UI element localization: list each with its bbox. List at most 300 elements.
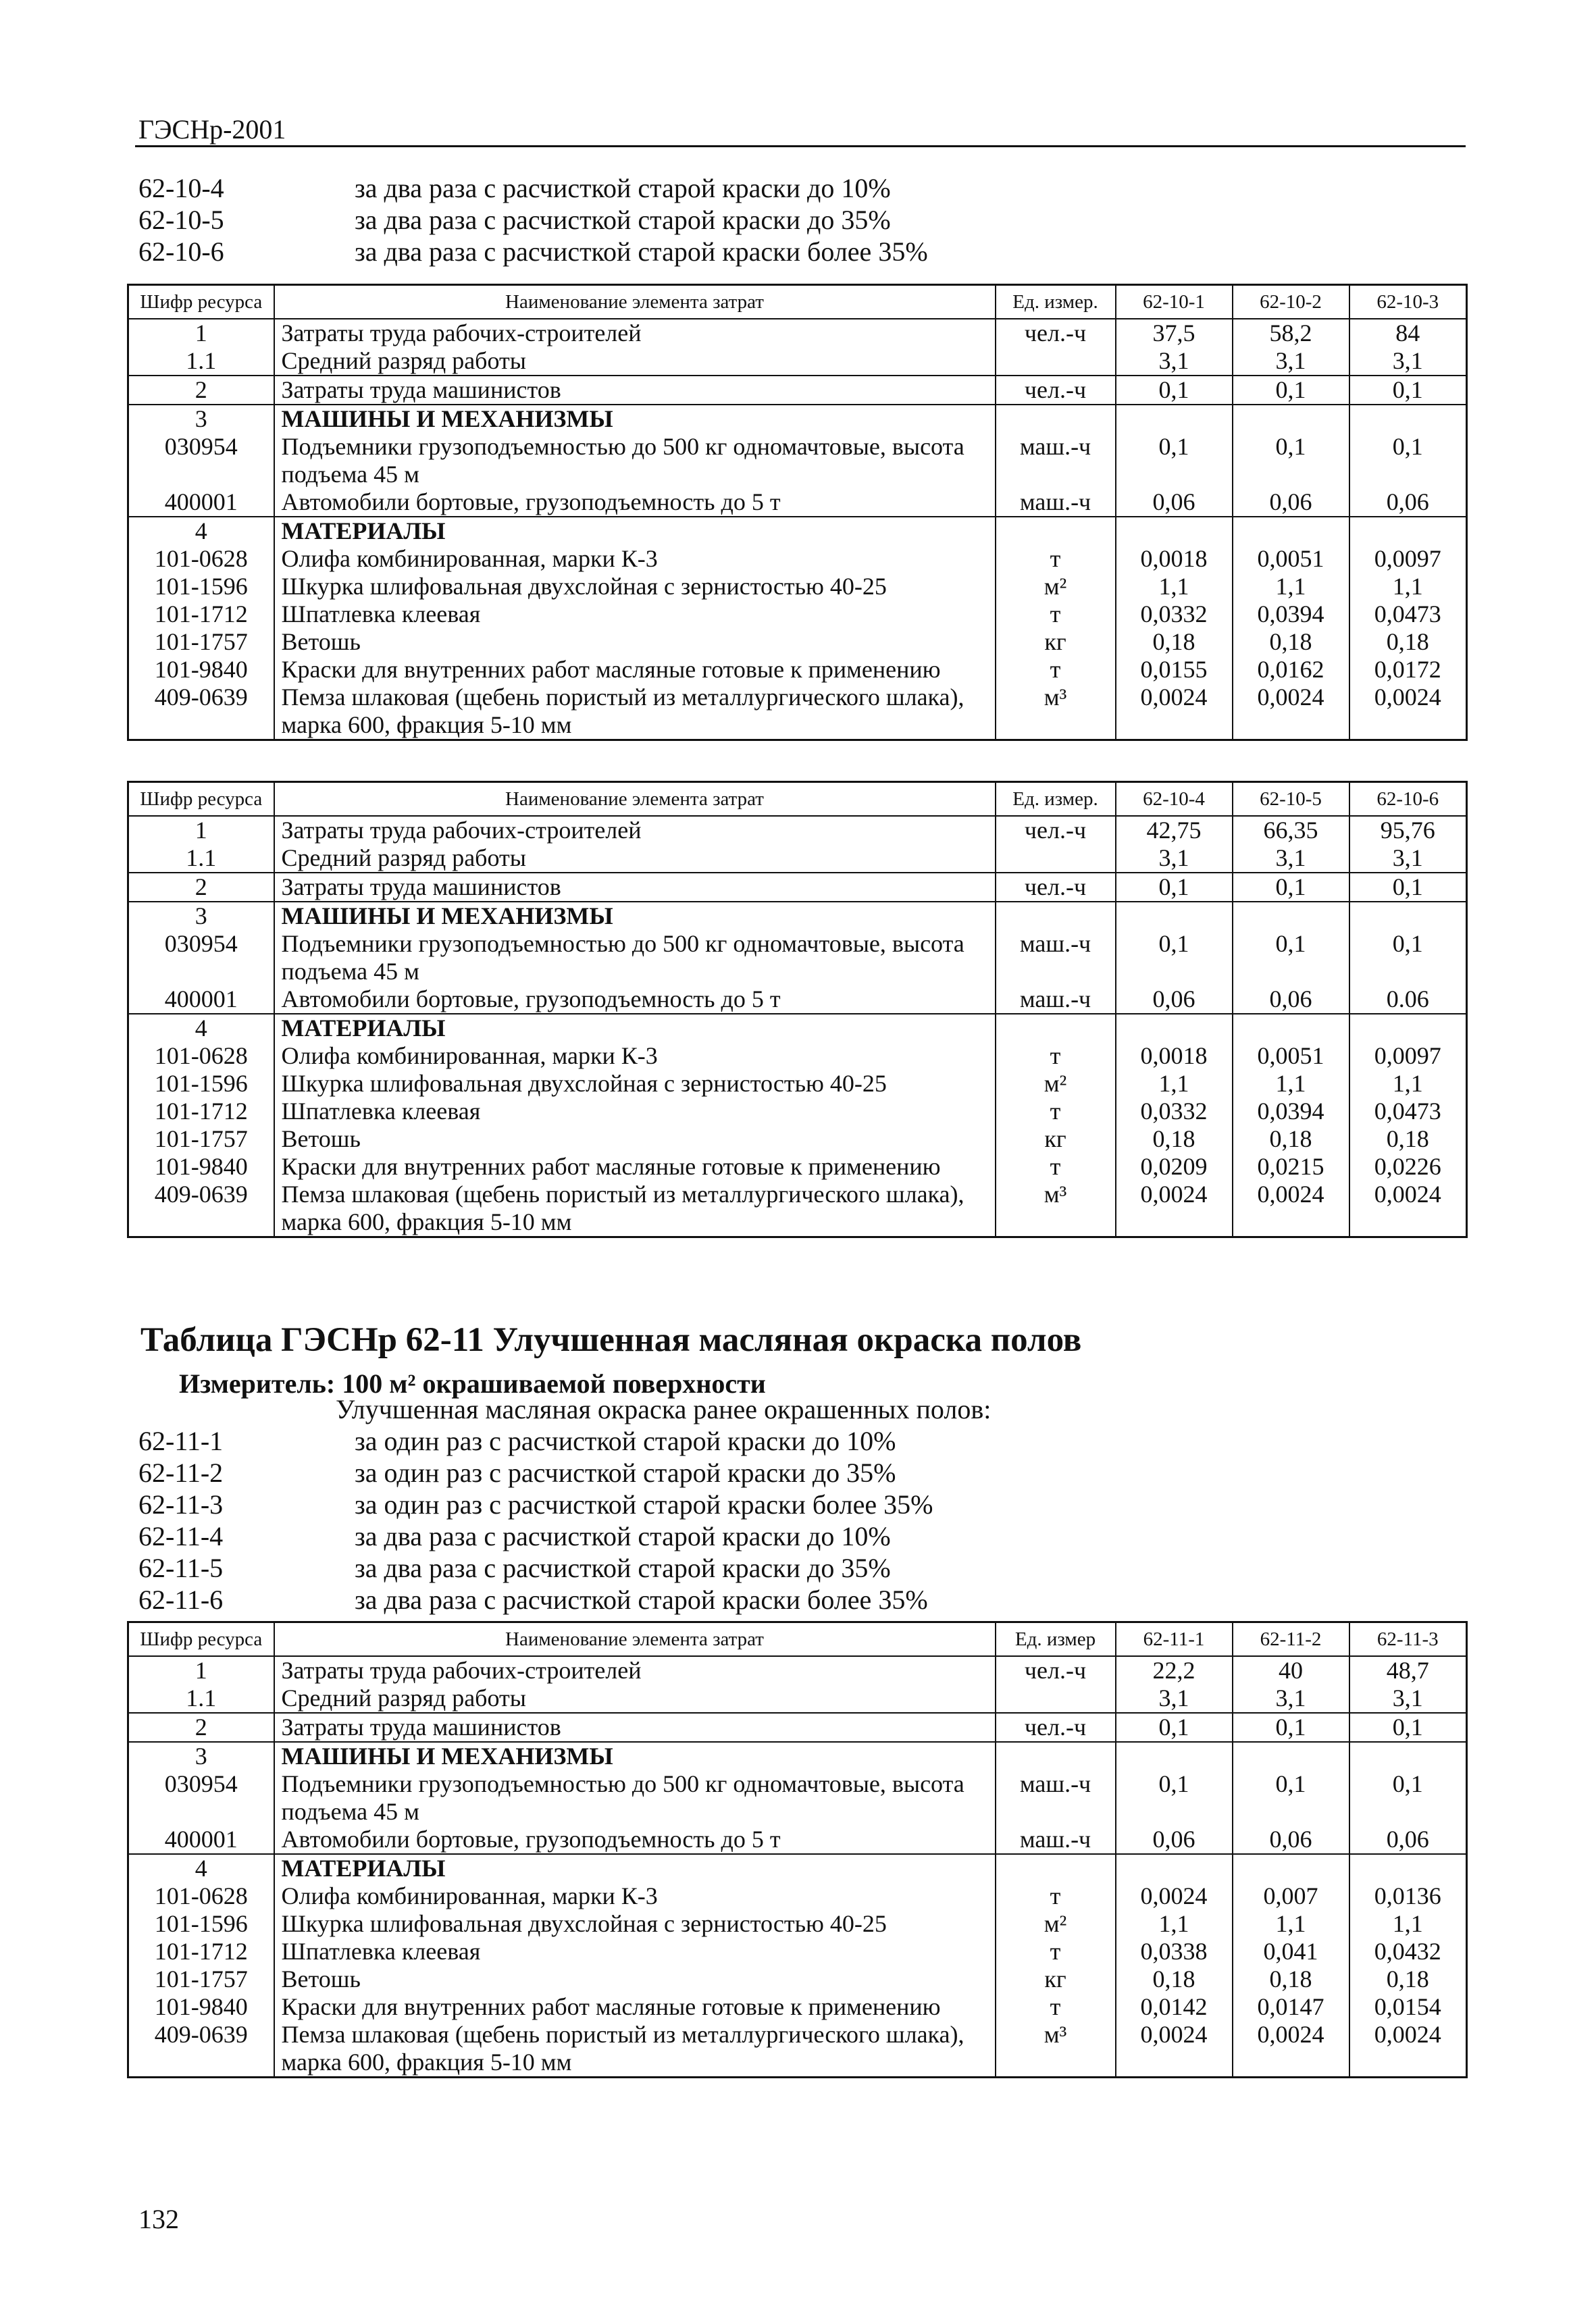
value-cell: 1,1 bbox=[1116, 1070, 1233, 1098]
resource-code: 030954 bbox=[128, 433, 274, 488]
value-cell: 0,0473 bbox=[1349, 1098, 1467, 1125]
resource-unit: м³ bbox=[996, 684, 1116, 740]
value-cell: 0,18 bbox=[1349, 628, 1467, 656]
variant-list bbox=[138, 172, 928, 267]
value-cell: 0,007 bbox=[1233, 1882, 1349, 1910]
resource-unit: т bbox=[996, 1153, 1116, 1181]
table-row bbox=[128, 816, 1467, 844]
row-group bbox=[128, 1656, 1467, 1713]
variant-code: 62-11-5 bbox=[138, 1553, 224, 1583]
resource-code: 2 bbox=[128, 873, 274, 902]
value-cell bbox=[1233, 1014, 1349, 1042]
resource-unit: т bbox=[996, 600, 1116, 628]
value-cell: 1,1 bbox=[1349, 1070, 1467, 1098]
value-cell: 58,2 bbox=[1233, 319, 1349, 347]
value-cell: 0,0338 bbox=[1116, 1938, 1233, 1965]
table-row bbox=[128, 1854, 1467, 1882]
table-row bbox=[128, 1042, 1467, 1070]
resource-name: Шпатлевка клеевая bbox=[274, 1098, 996, 1125]
header-variant-col: 62-10-3 bbox=[1349, 285, 1467, 319]
value-cell: 0,06 bbox=[1116, 488, 1233, 517]
section-title: Таблица ГЭСНр 62-11 Улучшенная масляная окраска полов bbox=[140, 1321, 1082, 1359]
variant-code: 62-10-6 bbox=[138, 236, 224, 267]
header-variant-col: 62-10-1 bbox=[1116, 285, 1233, 319]
running-head: ГЭСНр-2001 bbox=[138, 114, 286, 145]
resource-name: Подъемники грузоподъемностью до 500 кг одномачтовые, высота подъема 45 м bbox=[274, 930, 996, 985]
value-cell: 0,0394 bbox=[1233, 1098, 1349, 1125]
value-cell: 0.06 bbox=[1349, 985, 1467, 1014]
resource-code: 3 bbox=[128, 405, 274, 433]
resource-unit: т bbox=[996, 1993, 1116, 2021]
value-cell bbox=[1349, 1742, 1467, 1770]
value-cell: 0,1 bbox=[1349, 1770, 1467, 1826]
variant-row bbox=[138, 1425, 991, 1457]
resource-table-62-11 bbox=[127, 1621, 1468, 2078]
variant-text: за один раз с расчисткой старой краски до 10% bbox=[355, 1426, 896, 1456]
value-cell: 0,0097 bbox=[1349, 1042, 1467, 1070]
value-cell: 3,1 bbox=[1116, 1685, 1233, 1713]
value-cell: 0,1 bbox=[1233, 1770, 1349, 1826]
resource-unit bbox=[996, 347, 1116, 376]
value-cell: 0,1 bbox=[1116, 433, 1233, 488]
value-cell bbox=[1116, 1014, 1233, 1042]
value-cell bbox=[1116, 902, 1233, 930]
table-row bbox=[128, 1770, 1467, 1826]
header-unit: Ед. измер. bbox=[996, 782, 1116, 817]
header-rule bbox=[135, 145, 1466, 147]
header-name: Наименование элемента затрат bbox=[274, 285, 996, 319]
header-row bbox=[128, 285, 1467, 319]
variant-code: 62-10-4 bbox=[138, 173, 224, 203]
table-row bbox=[128, 376, 1467, 405]
value-cell: 0,0024 bbox=[1349, 2021, 1467, 2078]
resource-code: 101-1596 bbox=[128, 1070, 274, 1098]
value-cell: 84 bbox=[1349, 319, 1467, 347]
resource-name: Затраты труда машинистов bbox=[274, 873, 996, 902]
header-unit: Ед. измер bbox=[996, 1622, 1116, 1657]
row-group bbox=[128, 902, 1467, 1014]
resource-unit: чел.-ч bbox=[996, 1656, 1116, 1685]
value-cell: 0,1 bbox=[1233, 1713, 1349, 1742]
resource-unit: м³ bbox=[996, 1181, 1116, 1237]
table-row bbox=[128, 1014, 1467, 1042]
resource-name: Олифа комбинированная, марки К-3 bbox=[274, 1882, 996, 1910]
resource-table-62-10-b bbox=[127, 781, 1468, 1238]
value-cell: 95,76 bbox=[1349, 816, 1467, 844]
resource-unit bbox=[996, 1742, 1116, 1770]
value-cell: 0,06 bbox=[1233, 488, 1349, 517]
resource-code: 101-1712 bbox=[128, 1938, 274, 1965]
resource-name: Затраты труда рабочих-строителей bbox=[274, 1656, 996, 1685]
resource-name: Ветошь bbox=[274, 1125, 996, 1153]
resource-code: 3 bbox=[128, 1742, 274, 1770]
variant-row bbox=[138, 1457, 991, 1489]
value-cell: 0,1 bbox=[1233, 930, 1349, 985]
value-cell: 3,1 bbox=[1116, 844, 1233, 873]
resource-unit: м³ bbox=[996, 2021, 1116, 2078]
value-cell bbox=[1233, 902, 1349, 930]
value-cell: 42,75 bbox=[1116, 816, 1233, 844]
resource-unit: т bbox=[996, 1938, 1116, 1965]
resource-unit: чел.-ч bbox=[996, 319, 1116, 347]
variant-row bbox=[138, 1520, 991, 1552]
value-cell: 0,1 bbox=[1116, 1713, 1233, 1742]
value-cell bbox=[1116, 1742, 1233, 1770]
value-cell: 0,18 bbox=[1116, 1965, 1233, 1993]
resource-name: Олифа комбинированная, марки К-3 bbox=[274, 1042, 996, 1070]
resource-name: Затраты труда машинистов bbox=[274, 376, 996, 405]
variant-text: за один раз с расчисткой старой краски до 35% bbox=[355, 1458, 896, 1488]
value-cell: 1,1 bbox=[1116, 1910, 1233, 1938]
resource-name: Пемза шлаковая (щебень пористый из металлургического шлака), марка 600, фракция 5-10 мм bbox=[274, 1181, 996, 1237]
resource-unit: маш.-ч bbox=[996, 433, 1116, 488]
table-row bbox=[128, 628, 1467, 656]
header-variant-col: 62-10-6 bbox=[1349, 782, 1467, 817]
section-meter: Измеритель: 100 м² окрашиваемой поверхности bbox=[179, 1368, 766, 1399]
value-cell: 0,0024 bbox=[1116, 1882, 1233, 1910]
table-row bbox=[128, 1181, 1467, 1237]
value-cell: 0,0332 bbox=[1116, 1098, 1233, 1125]
value-cell: 0,1 bbox=[1349, 873, 1467, 902]
resource-unit: чел.-ч bbox=[996, 873, 1116, 902]
resource-code: 1.1 bbox=[128, 347, 274, 376]
header-variant-col: 62-11-1 bbox=[1116, 1622, 1233, 1657]
resource-unit bbox=[996, 902, 1116, 930]
resource-name: Шкурка шлифовальная двухслойная с зернистостью 40-25 bbox=[274, 1910, 996, 1938]
value-cell: 0,0024 bbox=[1233, 684, 1349, 740]
table-row bbox=[128, 1125, 1467, 1153]
value-cell: 0,0209 bbox=[1116, 1153, 1233, 1181]
resource-name: Пемза шлаковая (щебень пористый из металлургического шлака), марка 600, фракция 5-10 мм bbox=[274, 2021, 996, 2078]
variant-text: за два раза с расчисткой старой краски до 10% bbox=[355, 173, 891, 203]
resource-code: 400001 bbox=[128, 488, 274, 517]
value-cell bbox=[1116, 517, 1233, 545]
resource-code: 1 bbox=[128, 816, 274, 844]
value-cell bbox=[1349, 1014, 1467, 1042]
resource-name: Олифа комбинированная, марки К-3 bbox=[274, 545, 996, 573]
resource-name: МАТЕРИАЛЫ bbox=[274, 1854, 996, 1882]
table-row bbox=[128, 985, 1467, 1014]
value-cell: 0,06 bbox=[1116, 1826, 1233, 1854]
table-row bbox=[128, 902, 1467, 930]
row-group bbox=[128, 1742, 1467, 1854]
table-row bbox=[128, 1938, 1467, 1965]
resource-code: 030954 bbox=[128, 930, 274, 985]
resource-code: 1 bbox=[128, 1656, 274, 1685]
value-cell: 0,0155 bbox=[1116, 656, 1233, 684]
value-cell: 0,0473 bbox=[1349, 600, 1467, 628]
resource-code: 409-0639 bbox=[128, 2021, 274, 2078]
value-cell: 0,18 bbox=[1349, 1125, 1467, 1153]
value-cell bbox=[1349, 1854, 1467, 1882]
resource-unit: м² bbox=[996, 1910, 1116, 1938]
variant-text: за два раза с расчисткой старой краски до 35% bbox=[355, 205, 891, 235]
value-cell: 0,1 bbox=[1349, 1713, 1467, 1742]
page-number: 132 bbox=[138, 2204, 179, 2234]
resource-unit: т bbox=[996, 1882, 1116, 1910]
resource-name: МАТЕРИАЛЫ bbox=[274, 517, 996, 545]
value-cell: 3,1 bbox=[1116, 347, 1233, 376]
variant-code: 62-11-6 bbox=[138, 1585, 224, 1615]
header-code: Шифр ресурса bbox=[128, 782, 274, 817]
value-cell: 1,1 bbox=[1233, 573, 1349, 600]
resource-name: МАШИНЫ И МЕХАНИЗМЫ bbox=[274, 902, 996, 930]
resource-name: МАТЕРИАЛЫ bbox=[274, 1014, 996, 1042]
resource-code: 101-1596 bbox=[128, 573, 274, 600]
resource-code: 4 bbox=[128, 1854, 274, 1882]
table-row bbox=[128, 1070, 1467, 1098]
value-cell: 0,0018 bbox=[1116, 545, 1233, 573]
variant-code: 62-11-1 bbox=[138, 1426, 224, 1456]
value-cell: 0,18 bbox=[1233, 628, 1349, 656]
resource-name: Затраты труда рабочих-строителей bbox=[274, 319, 996, 347]
value-cell: 0,0136 bbox=[1349, 1882, 1467, 1910]
value-cell: 0,0147 bbox=[1233, 1993, 1349, 2021]
variant-row bbox=[138, 172, 928, 204]
value-cell: 0,0162 bbox=[1233, 656, 1349, 684]
table-row bbox=[128, 684, 1467, 740]
resource-name: Средний разряд работы bbox=[274, 1685, 996, 1713]
row-group bbox=[128, 816, 1467, 873]
value-cell: 0,0432 bbox=[1349, 1938, 1467, 1965]
header-variant-col: 62-10-4 bbox=[1116, 782, 1233, 817]
resource-code: 400001 bbox=[128, 985, 274, 1014]
resource-name: МАШИНЫ И МЕХАНИЗМЫ bbox=[274, 1742, 996, 1770]
value-cell: 0,18 bbox=[1116, 1125, 1233, 1153]
value-cell: 0,1 bbox=[1349, 930, 1467, 985]
value-cell bbox=[1233, 405, 1349, 433]
value-cell: 0,0024 bbox=[1349, 1181, 1467, 1237]
row-group bbox=[128, 1713, 1467, 1742]
value-cell: 0,1 bbox=[1116, 930, 1233, 985]
value-cell: 1,1 bbox=[1349, 1910, 1467, 1938]
resource-name: Затраты труда рабочих-строителей bbox=[274, 816, 996, 844]
variant-code: 62-11-3 bbox=[138, 1489, 224, 1520]
resource-code: 101-1757 bbox=[128, 1965, 274, 1993]
value-cell: 0,18 bbox=[1233, 1965, 1349, 1993]
table-row bbox=[128, 873, 1467, 902]
resource-unit: т bbox=[996, 545, 1116, 573]
resource-name: Краски для внутренних работ масляные готовые к применению bbox=[274, 656, 996, 684]
row-group bbox=[128, 517, 1467, 740]
value-cell: 0,0051 bbox=[1233, 1042, 1349, 1070]
header-code: Шифр ресурса bbox=[128, 285, 274, 319]
value-cell: 0,06 bbox=[1233, 985, 1349, 1014]
resource-code: 101-0628 bbox=[128, 1042, 274, 1070]
table-row bbox=[128, 600, 1467, 628]
value-cell: 0,1 bbox=[1349, 376, 1467, 405]
value-cell: 0,1 bbox=[1116, 1770, 1233, 1826]
value-cell: 0,18 bbox=[1233, 1125, 1349, 1153]
resource-unit bbox=[996, 1854, 1116, 1882]
table-row bbox=[128, 1685, 1467, 1713]
value-cell: 0,06 bbox=[1116, 985, 1233, 1014]
resource-code: 409-0639 bbox=[128, 1181, 274, 1237]
variant-text: за два раза с расчисткой старой краски до 10% bbox=[355, 1521, 891, 1551]
header-variant-col: 62-10-5 bbox=[1233, 782, 1349, 817]
resource-name: Ветошь bbox=[274, 1965, 996, 1993]
resource-code: 101-0628 bbox=[128, 1882, 274, 1910]
table-row bbox=[128, 1656, 1467, 1685]
resource-unit bbox=[996, 1685, 1116, 1713]
value-cell: 48,7 bbox=[1349, 1656, 1467, 1685]
resource-unit: маш.-ч bbox=[996, 1826, 1116, 1854]
variant-code: 62-11-2 bbox=[138, 1458, 224, 1488]
resource-code: 101-1757 bbox=[128, 628, 274, 656]
variant-text: за два раза с расчисткой старой краски до 35% bbox=[355, 1553, 891, 1583]
table-row bbox=[128, 656, 1467, 684]
table-row bbox=[128, 545, 1467, 573]
value-cell: 0,0226 bbox=[1349, 1153, 1467, 1181]
resource-unit: чел.-ч bbox=[996, 1713, 1116, 1742]
value-cell: 0,0154 bbox=[1349, 1993, 1467, 2021]
resource-unit: кг bbox=[996, 1125, 1116, 1153]
header-name: Наименование элемента затрат bbox=[274, 1622, 996, 1657]
resource-unit: маш.-ч bbox=[996, 930, 1116, 985]
value-cell: 37,5 bbox=[1116, 319, 1233, 347]
resource-table-62-10-a bbox=[127, 284, 1468, 741]
value-cell: 0,1 bbox=[1116, 376, 1233, 405]
table-row bbox=[128, 1153, 1467, 1181]
value-cell: 0,0024 bbox=[1116, 1181, 1233, 1237]
table-row bbox=[128, 433, 1467, 488]
resource-unit: маш.-ч bbox=[996, 985, 1116, 1014]
resource-code: 101-1712 bbox=[128, 1098, 274, 1125]
table-row bbox=[128, 844, 1467, 873]
resource-unit bbox=[996, 517, 1116, 545]
value-cell: 0,1 bbox=[1233, 873, 1349, 902]
table-row bbox=[128, 517, 1467, 545]
resource-name: Шпатлевка клеевая bbox=[274, 1938, 996, 1965]
resource-code: 1.1 bbox=[128, 844, 274, 873]
resource-code: 2 bbox=[128, 376, 274, 405]
value-cell: 3,1 bbox=[1233, 1685, 1349, 1713]
value-cell: 0,1 bbox=[1349, 433, 1467, 488]
value-cell: 1,1 bbox=[1349, 573, 1467, 600]
value-cell: 0,0024 bbox=[1116, 2021, 1233, 2078]
resource-unit: чел.-ч bbox=[996, 376, 1116, 405]
value-cell: 0,1 bbox=[1116, 873, 1233, 902]
resource-unit: м² bbox=[996, 1070, 1116, 1098]
value-cell: 66,35 bbox=[1233, 816, 1349, 844]
variant-row bbox=[138, 204, 928, 236]
table-row bbox=[128, 1826, 1467, 1854]
row-group bbox=[128, 319, 1467, 376]
resource-unit: чел.-ч bbox=[996, 816, 1116, 844]
resource-code: 1.1 bbox=[128, 1685, 274, 1713]
value-cell bbox=[1116, 1854, 1233, 1882]
resource-unit: маш.-ч bbox=[996, 488, 1116, 517]
value-cell: 3,1 bbox=[1233, 347, 1349, 376]
resource-unit: т bbox=[996, 1042, 1116, 1070]
header-row bbox=[128, 1622, 1467, 1657]
resource-name: Подъемники грузоподъемностью до 500 кг одномачтовые, высота подъема 45 м bbox=[274, 1770, 996, 1826]
header-name: Наименование элемента затрат bbox=[274, 782, 996, 817]
table-row bbox=[128, 1713, 1467, 1742]
value-cell: 0,0172 bbox=[1349, 656, 1467, 684]
value-cell: 0,0394 bbox=[1233, 600, 1349, 628]
value-cell bbox=[1349, 902, 1467, 930]
value-cell: 3,1 bbox=[1233, 844, 1349, 873]
resource-name: Автомобили бортовые, грузоподъемность до 5 т bbox=[274, 1826, 996, 1854]
table-row bbox=[128, 1742, 1467, 1770]
resource-name: Подъемники грузоподъемностью до 500 кг одномачтовые, высота подъема 45 м bbox=[274, 433, 996, 488]
resource-unit: т bbox=[996, 656, 1116, 684]
resource-name: Шпатлевка клеевая bbox=[274, 600, 996, 628]
value-cell: 0,0215 bbox=[1233, 1153, 1349, 1181]
row-group bbox=[128, 376, 1467, 405]
table-header bbox=[128, 782, 1467, 817]
resource-code: 2 bbox=[128, 1713, 274, 1742]
variant-code: 62-11-4 bbox=[138, 1521, 224, 1551]
value-cell: 0,06 bbox=[1349, 1826, 1467, 1854]
header-unit: Ед. измер. bbox=[996, 285, 1116, 319]
value-cell: 3,1 bbox=[1349, 347, 1467, 376]
header-row bbox=[128, 782, 1467, 817]
variant-row bbox=[138, 236, 928, 267]
section-intro: Улучшенная масляная окраска ранее окрашенных полов: bbox=[336, 1394, 992, 1424]
resource-name: Средний разряд работы bbox=[274, 844, 996, 873]
resource-unit: м² bbox=[996, 573, 1116, 600]
resource-code: 101-0628 bbox=[128, 545, 274, 573]
row-group bbox=[128, 1014, 1467, 1237]
resource-name: Средний разряд работы bbox=[274, 347, 996, 376]
table-row bbox=[128, 1098, 1467, 1125]
value-cell: 1,1 bbox=[1233, 1910, 1349, 1938]
table-row bbox=[128, 405, 1467, 433]
resource-code: 101-1596 bbox=[128, 1910, 274, 1938]
value-cell: 0,06 bbox=[1349, 488, 1467, 517]
header-variant-col: 62-11-3 bbox=[1349, 1622, 1467, 1657]
table-row bbox=[128, 1910, 1467, 1938]
value-cell: 0,0024 bbox=[1116, 684, 1233, 740]
value-cell: 0,1 bbox=[1233, 433, 1349, 488]
table-header bbox=[128, 1622, 1467, 1657]
resource-code: 030954 bbox=[128, 1770, 274, 1826]
value-cell: 0,0024 bbox=[1233, 1181, 1349, 1237]
value-cell: 0,18 bbox=[1116, 628, 1233, 656]
variant-row bbox=[138, 1584, 991, 1616]
resource-name: Шкурка шлифовальная двухслойная с зернистостью 40-25 bbox=[274, 573, 996, 600]
value-cell: 0,041 bbox=[1233, 1938, 1349, 1965]
resource-code: 4 bbox=[128, 1014, 274, 1042]
value-cell: 3,1 bbox=[1349, 1685, 1467, 1713]
table-row bbox=[128, 930, 1467, 985]
value-cell bbox=[1116, 405, 1233, 433]
resource-name: МАШИНЫ И МЕХАНИЗМЫ bbox=[274, 405, 996, 433]
variant-text: за два раза с расчисткой старой краски более 35% bbox=[355, 1585, 928, 1615]
resource-unit: кг bbox=[996, 628, 1116, 656]
resource-code: 101-1757 bbox=[128, 1125, 274, 1153]
resource-name: Краски для внутренних работ масляные готовые к применению bbox=[274, 1153, 996, 1181]
value-cell bbox=[1233, 1854, 1349, 1882]
value-cell: 1,1 bbox=[1233, 1070, 1349, 1098]
value-cell: 0,0018 bbox=[1116, 1042, 1233, 1070]
resource-code: 1 bbox=[128, 319, 274, 347]
resource-code: 3 bbox=[128, 902, 274, 930]
value-cell: 0,0051 bbox=[1233, 545, 1349, 573]
resource-code: 101-9840 bbox=[128, 656, 274, 684]
table-header bbox=[128, 285, 1467, 319]
resource-name: Затраты труда машинистов bbox=[274, 1713, 996, 1742]
resource-unit bbox=[996, 1014, 1116, 1042]
table-row bbox=[128, 347, 1467, 376]
value-cell bbox=[1349, 405, 1467, 433]
header-variant-col: 62-10-2 bbox=[1233, 285, 1349, 319]
header-variant-col: 62-11-2 bbox=[1233, 1622, 1349, 1657]
variant-text: за один раз с расчисткой старой краски более 35% bbox=[355, 1489, 933, 1520]
variant-row bbox=[138, 1489, 991, 1520]
